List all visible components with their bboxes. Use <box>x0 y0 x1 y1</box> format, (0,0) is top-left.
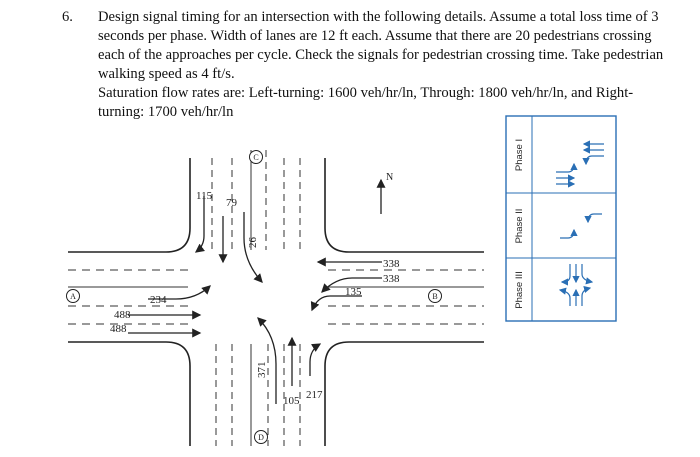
d-through-volume: 105 <box>283 395 300 407</box>
c-right-arrow <box>196 196 204 252</box>
phase-3-label: Phase III <box>514 271 525 309</box>
problem-text: Design signal timing for an intersection with the following details. Assume a total loss time of 3 seconds per phase. Width of lanes are 12 ft each. Assume that there are 20 pedestrians crossing each of the approaches per cycle. Check the signals for pedestrian crossing time. Take pedestrian walking speed as 4 ft/s. <box>98 9 664 82</box>
phasing-diagram <box>506 116 616 321</box>
phase-1-label: Phase I <box>514 138 525 172</box>
approach-d-label: D <box>258 433 264 442</box>
phase-2-label: Phase II <box>514 208 525 244</box>
approach-c-label: C <box>253 153 259 162</box>
a-through-volume-2: 488 <box>110 323 127 335</box>
approach-b-label: B <box>432 292 438 301</box>
c-through-volume: 79 <box>226 197 237 209</box>
north-label: N <box>386 172 394 183</box>
d-left-arrow <box>258 318 276 404</box>
a-left-volume: 234 <box>150 294 167 306</box>
c-left-volume: 26 <box>247 237 259 248</box>
d-right-arrow <box>310 344 320 376</box>
b-left-volume: 338 <box>383 258 400 270</box>
saturation-flow-text: Saturation flow rates are: Left-turning: 1600 veh/hr/ln, Through: 1800 veh/hr/ln, and Right-turning: 1700 veh/hr/ln <box>98 85 634 120</box>
d-right-volume: 217 <box>306 389 323 401</box>
approach-a-label: A <box>70 292 76 301</box>
d-left-volume: 371 <box>256 361 268 378</box>
b-through-volume: 338 <box>383 273 400 285</box>
problem-number: 6. <box>62 9 73 25</box>
c-right-volume: 115 <box>196 190 213 202</box>
a-through-volume-1: 488 <box>114 309 131 321</box>
b-right-volume: 135 <box>345 286 362 298</box>
b-right-arrow <box>312 296 362 310</box>
movement-arrows <box>128 180 382 404</box>
